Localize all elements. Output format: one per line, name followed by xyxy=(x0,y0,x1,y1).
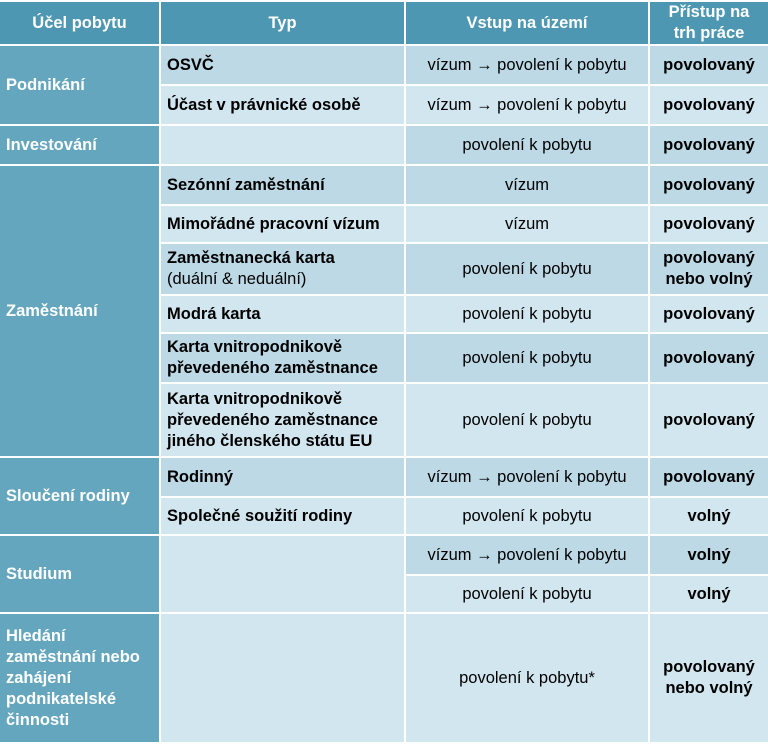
type-cell: Mimořádné pracovní vízum xyxy=(160,205,405,243)
access-cell: povolovaný xyxy=(649,205,768,243)
entry-cell: vízum → povolení k pobytu xyxy=(405,45,649,85)
access-cell: povolovaný xyxy=(649,333,768,383)
access-cell: povolovaný xyxy=(649,295,768,333)
header-row xyxy=(0,1,768,45)
entry-cell: vízum xyxy=(405,205,649,243)
entry-cell: povolení k pobytu xyxy=(405,125,649,165)
access-cell: povolovaný xyxy=(649,125,768,165)
purpose-cell: Hledání zaměstnání nebo zahájení podnikatelské činnosti xyxy=(0,613,160,743)
access-cell: povolovaný xyxy=(649,383,768,457)
purpose-cell: Investování xyxy=(0,125,160,165)
table-row xyxy=(0,535,768,575)
access-cell: povolovaný xyxy=(649,85,768,125)
entry-cell: povolení k pobytu xyxy=(405,497,649,535)
type-cell xyxy=(160,243,405,295)
access-cell: volný xyxy=(649,535,768,575)
table-row xyxy=(0,457,768,497)
entry-cell: vízum xyxy=(405,165,649,205)
type-cell: Karta vnitropodnikově převedeného zaměstnance xyxy=(160,333,405,383)
table-row xyxy=(0,125,768,165)
access-cell: povolovaný nebo volný xyxy=(649,613,768,743)
type-cell: Sezónní zaměstnání xyxy=(160,165,405,205)
header-access: Přístup na trh práce xyxy=(649,1,768,45)
access-cell: volný xyxy=(649,497,768,535)
entry-cell: vízum → povolení k pobytu xyxy=(405,85,649,125)
entry-cell: povolení k pobytu xyxy=(405,383,649,457)
type-cell: Rodinný xyxy=(160,457,405,497)
type-note: (duální & neduální) xyxy=(167,270,307,288)
table-row xyxy=(0,613,768,743)
type-cell: Modrá karta xyxy=(160,295,405,333)
header-entry: Vstup na území xyxy=(405,1,649,45)
purpose-cell: Sloučení rodiny xyxy=(0,457,160,535)
entry-cell: povolení k pobytu* xyxy=(405,613,649,743)
type-cell: OSVČ xyxy=(160,45,405,85)
entry-cell: povolení k pobytu xyxy=(405,295,649,333)
access-cell: volný xyxy=(649,575,768,613)
header-type: Typ xyxy=(160,1,405,45)
access-cell: povolovaný xyxy=(649,45,768,85)
type-cell: Účast v právnické osobě xyxy=(160,85,405,125)
type-cell-empty xyxy=(160,535,405,613)
type-cell: Karta vnitropodnikově převedeného zaměstnance jiného členského státu EU xyxy=(160,383,405,457)
purpose-cell: Zaměstnání xyxy=(0,165,160,457)
entry-cell: povolení k pobytu xyxy=(405,243,649,295)
type-cell: Společné soužití rodiny xyxy=(160,497,405,535)
purpose-cell: Studium xyxy=(0,535,160,613)
access-cell: povolovaný xyxy=(649,457,768,497)
entry-cell: povolení k pobytu xyxy=(405,575,649,613)
access-cell: povolovaný nebo volný xyxy=(649,243,768,295)
header-purpose: Účel pobytu xyxy=(0,1,160,45)
entry-cell: povolení k pobytu xyxy=(405,333,649,383)
type-cell-empty xyxy=(160,613,405,743)
table-row xyxy=(0,45,768,85)
entry-cell: vízum → povolení k pobytu xyxy=(405,457,649,497)
type-title: Zaměstnanecká karta xyxy=(167,249,335,267)
table-row xyxy=(0,165,768,205)
type-cell-empty xyxy=(160,125,405,165)
access-cell: povolovaný xyxy=(649,165,768,205)
entry-cell: vízum → povolení k pobytu xyxy=(405,535,649,575)
purpose-cell: Podnikání xyxy=(0,45,160,125)
